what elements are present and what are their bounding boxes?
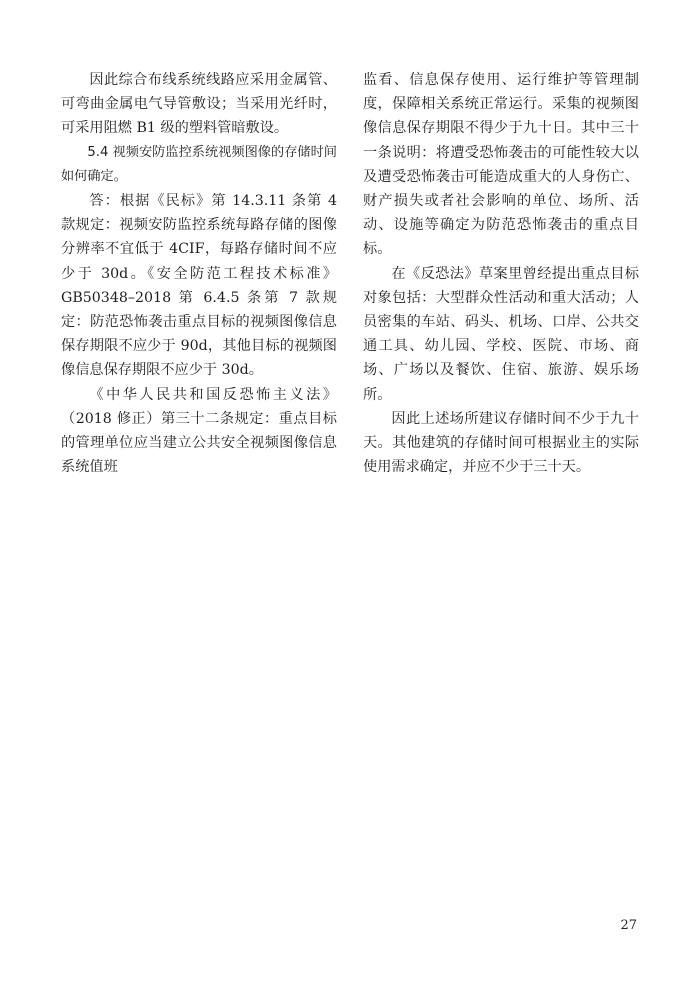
page-number: 27: [620, 918, 637, 933]
paragraph-anti-terrorism-law: 《中华人民共和国反恐怖主义法》（2018 修正）第三十二条规定：重点目标的管理单位应当建立公共安全视频图像信息系统值班: [61, 386, 337, 476]
paragraph-conduit: 因此综合布线系统线路应采用金属管、可弯曲金属电气导管敷设；当采用光纤时，可采用阻燃 B1 级的塑料管暗敷设。: [61, 72, 337, 137]
paragraph-conclusion: 因此上述场所建议存储时间不少于九十天。其他建筑的存储时间可根据业主的实际使用需求确定，并应不少于三十天。: [363, 410, 639, 476]
paragraph-key-targets: 在《反恐法》草案里曾经提出重点目标对象包括：大型群众性活动和重大活动；人员密集的车站、码头、机场、口岸、公共交通工具、幼儿园、学校、医院、市场、商场、广场以及餐饮、住宿、旅游、娱乐场所。: [363, 265, 639, 403]
paragraph-continuation: 监看、信息保存使用、运行维护等管理制度，保障相关系统正常运行。采集的视频图像信息保存期限不得少于九十日。其中三十一条说明：将遭受恐怖袭击的可能性较大以及遭受恐怖袭击可能造成重大的人身伤亡、财产损失或者社会影响的单位、场所、活动、设施等确定为防范恐怖袭击的重点目标。: [363, 72, 639, 258]
right-column: [363, 68, 639, 479]
left-column: [61, 68, 337, 479]
paragraph-answer: 答：根据《民标》第 14.3.11 条第 4 款规定：视频安防监控系统每路存储的图像分辨率不宜低于 4CIF，每路存储时间不应少于 30d。《安全防范工程技术标准》GB50348–2018 第 6.4.5 条第 7 款规定：防范恐怖袭击重点目标的视频图像信息保存期限不应少于 90d，其他目标的视频图像信息保存期限不应少于 30d。: [61, 193, 337, 379]
section-heading-5-4: 5.4 视频安防监控系统视频图像的存储时间如何确定。: [61, 144, 337, 184]
